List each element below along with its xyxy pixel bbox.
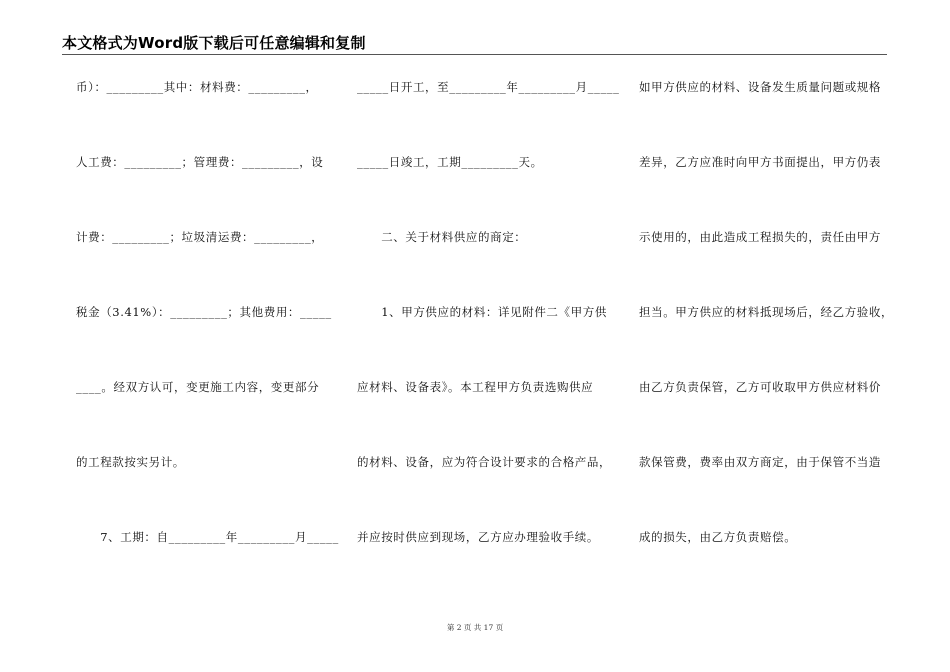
column-1-line-6: 的工程款按实另计。 [76,455,185,469]
column-1-line-2: 人工费：_________；管理费：_________，设 [76,155,324,169]
header-divider [62,54,887,55]
page-number: 第 2 页 共 17 页 [446,623,504,632]
column-1-line-1: 币）：_________其中：材料费：_________， [76,80,318,94]
column-2-line-6: 的材料、设备，应为符合设计要求的合格产品， [357,455,612,469]
column-3-line-6: 款保管费，费率由双方商定，由于保管不当造 [639,455,881,469]
column-3-line-3: 示使用的，由此造成工程损失的，责任由甲方 [639,230,881,244]
column-1-line-3: 计费：_________；垃圾清运费：_________， [76,230,324,244]
column-2-line-4: 1、甲方供应的材料：详见附件二《甲方供 [357,305,607,319]
column-1-line-5: ____。经双方认可，变更施工内容，变更部分 [76,380,320,394]
column-2-line-2: _____日竣工，工期_________天。 [357,155,543,169]
column-2-line-7: 并应按时供应到现场，乙方应办理验收手续。 [357,530,599,544]
column-1-line-4: 税金（3.41%）：_________；其他费用：_____ [76,305,332,319]
column-3-line-5: 由乙方负责保管，乙方可收取甲方供应材料价 [639,380,881,394]
column-3-line-1: 如甲方供应的材料、设备发生质量问题或规格 [639,80,881,94]
column-3-line-4: 担当。甲方供应的材料抵现场后，经乙方验收， [639,305,894,319]
column-2-line-3: 二、关于材料供应的商定： [357,230,527,244]
column-2-line-1: _____日开工，至_________年_________月_____ [357,80,620,94]
column-1-line-7: 7、工期：自_________年_________月_____ [76,530,339,544]
document-header-title: 本文格式为Word版下载后可任意编辑和复制 [62,34,366,52]
column-3-line-2: 差异，乙方应准时向甲方书面提出，甲方仍表 [639,155,881,169]
column-2-line-5: 应材料、设备表》。本工程甲方负责选购供应 [357,380,594,394]
column-3-line-7: 成的损失，由乙方负责赔偿。 [639,530,797,544]
